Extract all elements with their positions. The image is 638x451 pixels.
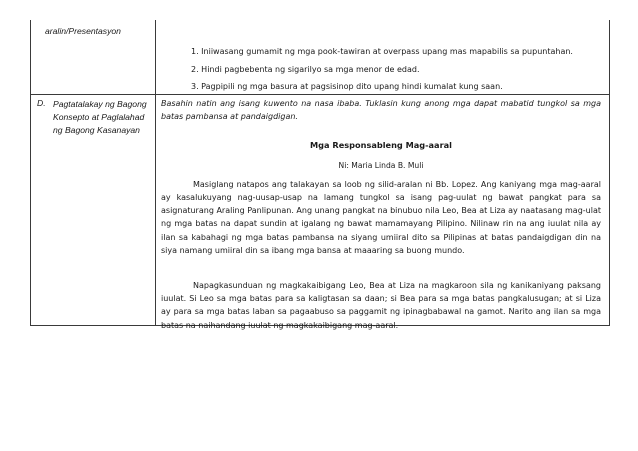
lesson-table [30,20,610,330]
row-label: aralin/Presentasyon [45,26,121,36]
story-author: Ni: Maria Linda B. Muli [338,160,424,170]
story-paragraph: Napagkasunduan ng magkakaibigang Leo, Bea at Liza na magkaroon sila ng kanikaniyang paksang iuulat. Si Leo sa mga batas para sa kaligtasan sa daan; si Bea para sa mga batas pangkalusugan; at si Liza ay para sa mga batas laban sa pagaabuso sa paggamit ng ipinagbabawal na gamot. Narito ang ilan sa mga batas na naihandang iuulat ng magkakaibigang mag-aaral. [161,281,601,330]
list-item: 1. Iniiwasang gumamit ng mga pook-tawiran at overpass upang mas mapabilis sa pupuntahan. [191,47,573,56]
table-row [31,20,609,95]
section-letter: D. [37,98,46,108]
section-content [161,97,601,332]
list-item: 2. Hindi pagbebenta ng sigarilyo sa mga menor de edad. [191,64,420,74]
section-label: Pagtatalakay ng Bagong Konsepto at Paglalahad ng Bagong Kasanayan [53,99,147,135]
story-paragraph: Masiglang natapos ang talakayan sa loob ng silid-aralan ni Bb. Lopez. Ang kaniyang mga mag-aaral ay kasalukuyang nag-uusap-usap na lamang tungkol sa isang pag-uulat ng bawat pangkat para sa asignaturang Araling Panlipunan. Ang unang pangkat na binubuo nila Leo, Bea at Liza ay naatasang mag-ulat ng mga batas na dapat sundin at igalang ng bawat mamamayang Pilipino. Nilinaw rin na ang iuulat nila ay ilan sa kabahagi ng mga batas pambansa na siyang umiiral dito sa Pilipinas at batas pandaigdigan din na siya namang umiiral din sa ibang mga bansa at maaaring sa buong mundo. [161,179,601,255]
column-divider [155,20,156,325]
numbered-list [191,43,601,96]
list-item: 3. Pagpipili ng mga basura at pagsisinop dito upang hindi kumalat kung saan. [191,82,503,91]
story-title: Mga Responsableng Mag-aaral [310,140,452,151]
instruction-text: Basahin natin ang isang kuwento na nasa ibaba. Tuklasin kung anong mga dapat mabatid tungkol sa mga batas pambansa at pandaigdigan. [161,99,601,122]
